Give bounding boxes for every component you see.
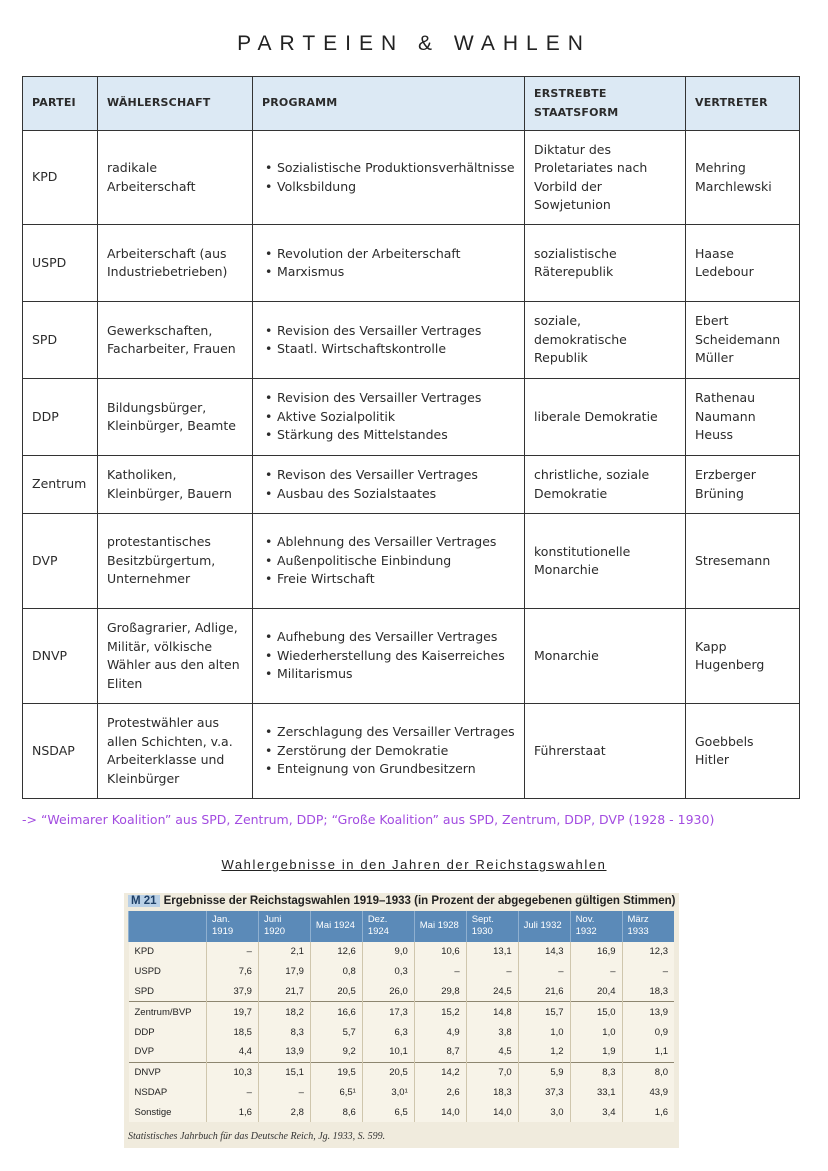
results-value: 15,2 bbox=[414, 1002, 466, 1022]
results-value: 1,1 bbox=[622, 1042, 674, 1062]
results-value: 2,8 bbox=[258, 1102, 310, 1122]
program-list bbox=[262, 389, 515, 445]
program-list bbox=[262, 466, 515, 503]
party-row bbox=[23, 456, 800, 514]
figure-tag: M 21 bbox=[128, 895, 160, 907]
representative-name: Heuss bbox=[695, 427, 734, 443]
program-item: • Volksbildung bbox=[277, 178, 515, 197]
results-row bbox=[129, 1002, 675, 1022]
figure-source: Statistisches Jahrbuch für das Deutsche Reich, Jg. 1933, S. 599. bbox=[128, 1131, 386, 1142]
party-state-form: konstitutionelle Monarchie bbox=[525, 514, 686, 609]
program-list bbox=[262, 723, 515, 779]
program-list bbox=[262, 322, 515, 359]
program-item: • Revision des Versailler Vertrages bbox=[277, 322, 515, 341]
results-party: DDP bbox=[129, 1022, 207, 1042]
results-value: 3,8 bbox=[466, 1022, 518, 1042]
results-value: – bbox=[414, 962, 466, 982]
results-value: 2,6 bbox=[414, 1083, 466, 1103]
results-value: 1,0 bbox=[570, 1022, 622, 1042]
results-value: 20,4 bbox=[570, 982, 622, 1002]
results-row bbox=[129, 1062, 675, 1082]
party-state-form: christliche, soziale Demokratie bbox=[525, 456, 686, 514]
program-item: • Zerstörung der Demokratie bbox=[277, 742, 515, 761]
program-item: • Marxismus bbox=[277, 263, 515, 282]
header-programm: PROGRAMM bbox=[253, 77, 525, 131]
party-name: NSDAP bbox=[23, 704, 98, 799]
party-row bbox=[23, 704, 800, 799]
party-row bbox=[23, 514, 800, 609]
party-representatives bbox=[686, 225, 800, 302]
party-voters: radikale Arbeiterschaft bbox=[98, 131, 253, 225]
results-value: 17,3 bbox=[362, 1002, 414, 1022]
program-list bbox=[262, 159, 515, 196]
results-value: 10,1 bbox=[362, 1042, 414, 1062]
results-value: 18,3 bbox=[622, 982, 674, 1002]
results-row bbox=[129, 1022, 675, 1042]
results-value: 6,5 bbox=[362, 1102, 414, 1122]
results-row bbox=[129, 962, 675, 982]
party-representatives bbox=[686, 609, 800, 704]
party-row bbox=[23, 379, 800, 456]
results-value: 14,0 bbox=[414, 1102, 466, 1122]
program-item: • Ablehnung des Versailler Vertrages bbox=[277, 533, 515, 552]
representative-name: Brüning bbox=[695, 485, 744, 501]
party-state-form: sozialistische Räterepublik bbox=[525, 225, 686, 302]
results-row bbox=[129, 942, 675, 962]
results-column-header: März 1933 bbox=[622, 911, 674, 942]
party-row bbox=[23, 131, 800, 225]
results-value: 3,0¹ bbox=[362, 1083, 414, 1103]
results-column-header: Dez. 1924 bbox=[362, 911, 414, 942]
party-representatives bbox=[686, 302, 800, 379]
party-name: USPD bbox=[23, 225, 98, 302]
results-column-header: Juni 1920 bbox=[258, 911, 310, 942]
results-subtitle: Wahlergebnisse in den Jahren der Reichstagswahlen bbox=[221, 857, 607, 872]
figure-heading-text: Ergebnisse der Reichstagswahlen 1919–1933 (in Prozent der abgegebenen gültigen Stimmen) bbox=[163, 895, 676, 907]
results-value: 12,3 bbox=[622, 942, 674, 962]
party-representatives bbox=[686, 456, 800, 514]
party-program bbox=[253, 609, 525, 704]
results-value: 0,9 bbox=[622, 1022, 674, 1042]
results-value: 8,3 bbox=[570, 1062, 622, 1082]
results-value: 8,6 bbox=[310, 1102, 362, 1122]
coalition-note: -> “Weimarer Koalition” aus SPD, Zentrum, DDP; “Große Koalition” aus SPD, Zentrum, DDP, DVP (1928 - 1930) bbox=[22, 812, 715, 827]
results-value: 16,6 bbox=[310, 1002, 362, 1022]
party-voters: Protestwähler aus allen Schichten, v.a. Arbeiterklasse und Kleinbürger bbox=[98, 704, 253, 799]
program-item: • Staatl. Wirtschaftskontrolle bbox=[277, 340, 515, 359]
results-row bbox=[129, 1102, 675, 1122]
results-value: 3,4 bbox=[570, 1102, 622, 1122]
program-list bbox=[262, 628, 515, 684]
election-results-figure bbox=[124, 893, 679, 1148]
program-item: • Militarismus bbox=[277, 665, 515, 684]
party-program bbox=[253, 456, 525, 514]
results-value: 29,8 bbox=[414, 982, 466, 1002]
representative-name: Rathenau bbox=[695, 390, 756, 406]
results-column-header: Mai 1924 bbox=[310, 911, 362, 942]
results-value: 8,0 bbox=[622, 1062, 674, 1082]
party-name: DVP bbox=[23, 514, 98, 609]
results-column-header: Jan. 1919 bbox=[207, 911, 259, 942]
representative-name: Kapp bbox=[695, 638, 727, 654]
party-representatives bbox=[686, 704, 800, 799]
results-corner-cell bbox=[129, 911, 207, 942]
results-value: 17,9 bbox=[258, 962, 310, 982]
representative-name: Hitler bbox=[695, 752, 730, 767]
party-state-form: Monarchie bbox=[525, 609, 686, 704]
party-name: DDP bbox=[23, 379, 98, 456]
header-vertreter: VERTRETER bbox=[686, 77, 800, 131]
results-value: 1,6 bbox=[622, 1102, 674, 1122]
results-value: 14,8 bbox=[466, 1002, 518, 1022]
party-program bbox=[253, 379, 525, 456]
results-value: – bbox=[518, 962, 570, 982]
results-value: 21,6 bbox=[518, 982, 570, 1002]
party-state-form: liberale Demokratie bbox=[525, 379, 686, 456]
results-table-body bbox=[129, 942, 675, 1123]
results-value: 6,3 bbox=[362, 1022, 414, 1042]
results-value: 18,3 bbox=[466, 1083, 518, 1103]
party-program bbox=[253, 302, 525, 379]
program-list bbox=[262, 533, 515, 589]
party-representatives bbox=[686, 131, 800, 225]
results-value: 12,6 bbox=[310, 942, 362, 962]
program-item: • Außenpolitische Einbindung bbox=[277, 552, 515, 571]
results-value: 10,3 bbox=[207, 1062, 259, 1082]
results-value: 37,9 bbox=[207, 982, 259, 1002]
party-name: Zentrum bbox=[23, 456, 98, 514]
results-value: 13,9 bbox=[622, 1002, 674, 1022]
results-value: 8,7 bbox=[414, 1042, 466, 1062]
header-partei: PARTEI bbox=[23, 77, 98, 131]
results-value: 20,5 bbox=[362, 1062, 414, 1082]
results-value: 21,7 bbox=[258, 982, 310, 1002]
results-header-row bbox=[129, 911, 675, 942]
representative-name: Mehring bbox=[695, 160, 746, 175]
representative-name: Hugenberg bbox=[695, 657, 765, 672]
party-voters: Großagrarier, Adlige, Militär, völkische Wähler aus den alten Eliten bbox=[98, 609, 253, 704]
results-value: 0,8 bbox=[310, 962, 362, 982]
results-value: 0,3 bbox=[362, 962, 414, 982]
results-value: 15,0 bbox=[570, 1002, 622, 1022]
program-item: • Freie Wirtschaft bbox=[277, 570, 515, 589]
parties-table-body bbox=[23, 131, 800, 799]
representative-name: Müller bbox=[695, 350, 734, 366]
party-program bbox=[253, 704, 525, 799]
party-representatives bbox=[686, 514, 800, 609]
results-value: 20,5 bbox=[310, 982, 362, 1002]
results-value: – bbox=[207, 942, 259, 962]
results-value: – bbox=[466, 962, 518, 982]
program-item: • Revision des Versailler Vertrages bbox=[277, 389, 515, 408]
results-value: – bbox=[207, 1083, 259, 1103]
program-item: • Aufhebung des Versailler Vertrages bbox=[277, 628, 515, 647]
results-party: SPD bbox=[129, 982, 207, 1002]
representative-name: Goebbels bbox=[695, 733, 754, 749]
results-value: 1,2 bbox=[518, 1042, 570, 1062]
results-value: 8,3 bbox=[258, 1022, 310, 1042]
results-party: KPD bbox=[129, 942, 207, 962]
program-item: • Aktive Sozialpolitik bbox=[277, 408, 515, 427]
results-value: 10,6 bbox=[414, 942, 466, 962]
results-value: 24,5 bbox=[466, 982, 518, 1002]
party-name: SPD bbox=[23, 302, 98, 379]
results-value: 1,6 bbox=[207, 1102, 259, 1122]
party-program bbox=[253, 131, 525, 225]
party-name: KPD bbox=[23, 131, 98, 225]
results-value: 19,7 bbox=[207, 1002, 259, 1022]
party-program bbox=[253, 225, 525, 302]
header-staatsform: ERSTREBTE STAATSFORM bbox=[525, 77, 686, 131]
results-value: 5,7 bbox=[310, 1022, 362, 1042]
representative-name: Erzberger bbox=[695, 467, 756, 482]
party-voters: Gewerkschaften, Facharbeiter, Frauen bbox=[98, 302, 253, 379]
header-waehlerschaft: WÄHLERSCHAFT bbox=[98, 77, 253, 131]
results-column-header: Mai 1928 bbox=[414, 911, 466, 942]
results-party: DNVP bbox=[129, 1062, 207, 1082]
results-value: 4,9 bbox=[414, 1022, 466, 1042]
results-value: 4,5 bbox=[466, 1042, 518, 1062]
program-item: • Revison des Versailler Vertrages bbox=[277, 466, 515, 485]
results-value: – bbox=[570, 962, 622, 982]
results-value: 3,0 bbox=[518, 1102, 570, 1122]
results-column-header: Juli 1932 bbox=[518, 911, 570, 942]
results-value: 18,2 bbox=[258, 1002, 310, 1022]
results-value: – bbox=[622, 962, 674, 982]
program-item: • Enteignung von Grundbesitzern bbox=[277, 760, 515, 779]
results-value: 33,1 bbox=[570, 1083, 622, 1103]
results-value: 13,9 bbox=[258, 1042, 310, 1062]
representative-name: Marchlewski bbox=[695, 178, 772, 194]
results-value: 19,5 bbox=[310, 1062, 362, 1082]
party-voters: Bildungsbürger, Kleinbürger, Beamte bbox=[98, 379, 253, 456]
party-voters: protestantisches Besitzbürgertum, Unternehmer bbox=[98, 514, 253, 609]
representative-name: Ledebour bbox=[695, 264, 754, 279]
program-list bbox=[262, 245, 515, 282]
results-value: 14,2 bbox=[414, 1062, 466, 1082]
results-row bbox=[129, 982, 675, 1002]
party-state-form: soziale, demokratische Republik bbox=[525, 302, 686, 379]
results-value: 15,7 bbox=[518, 1002, 570, 1022]
party-name: DNVP bbox=[23, 609, 98, 704]
results-value: 26,0 bbox=[362, 982, 414, 1002]
representative-name: Ebert bbox=[695, 313, 729, 329]
results-value: – bbox=[258, 1083, 310, 1103]
party-row bbox=[23, 302, 800, 379]
program-item: • Ausbau des Sozialstaates bbox=[277, 485, 515, 504]
parties-table-header bbox=[23, 77, 800, 131]
election-results-table bbox=[128, 911, 674, 1122]
party-state-form: Diktatur des Proletariates nach Vorbild der Sowjetunion bbox=[525, 131, 686, 225]
results-value: 43,9 bbox=[622, 1083, 674, 1103]
results-value: 37,3 bbox=[518, 1083, 570, 1103]
program-item: • Sozialistische Produktionsverhältnisse bbox=[277, 159, 515, 178]
results-value: 16,9 bbox=[570, 942, 622, 962]
representative-name: Stresemann bbox=[695, 552, 771, 568]
results-column-header: Sept. 1930 bbox=[466, 911, 518, 942]
parties-table bbox=[22, 76, 800, 799]
results-value: 13,1 bbox=[466, 942, 518, 962]
party-row bbox=[23, 609, 800, 704]
results-row bbox=[129, 1083, 675, 1103]
results-value: 14,3 bbox=[518, 942, 570, 962]
results-value: 9,2 bbox=[310, 1042, 362, 1062]
results-party: Zentrum/BVP bbox=[129, 1002, 207, 1022]
results-party: DVP bbox=[129, 1042, 207, 1062]
party-row bbox=[23, 225, 800, 302]
results-value: 15,1 bbox=[258, 1062, 310, 1082]
party-program bbox=[253, 514, 525, 609]
results-party: NSDAP bbox=[129, 1083, 207, 1103]
figure-heading bbox=[128, 895, 675, 907]
results-value: 7,6 bbox=[207, 962, 259, 982]
results-value: 18,5 bbox=[207, 1022, 259, 1042]
results-party: Sonstige bbox=[129, 1102, 207, 1122]
results-column-header: Nov. 1932 bbox=[570, 911, 622, 942]
party-voters: Arbeiterschaft (aus Industriebetrieben) bbox=[98, 225, 253, 302]
results-value: 5,9 bbox=[518, 1062, 570, 1082]
representative-name: Scheidemann bbox=[695, 331, 781, 347]
program-item: • Zerschlagung des Versailler Vertrages bbox=[277, 723, 515, 742]
results-party: USPD bbox=[129, 962, 207, 982]
representative-name: Haase bbox=[695, 245, 734, 261]
party-voters: Katholiken, Kleinbürger, Bauern bbox=[98, 456, 253, 514]
party-representatives bbox=[686, 379, 800, 456]
results-value: 2,1 bbox=[258, 942, 310, 962]
results-value: 14,0 bbox=[466, 1102, 518, 1122]
program-item: • Stärkung des Mittelstandes bbox=[277, 426, 515, 445]
results-value: 9,0 bbox=[362, 942, 414, 962]
party-state-form: Führerstaat bbox=[525, 704, 686, 799]
representative-name: Naumann bbox=[695, 408, 756, 424]
page-title: PARTEIEN & WAHLEN bbox=[237, 32, 591, 55]
results-value: 1,9 bbox=[570, 1042, 622, 1062]
results-row bbox=[129, 1042, 675, 1062]
results-value: 1,0 bbox=[518, 1022, 570, 1042]
results-value: 6,5¹ bbox=[310, 1083, 362, 1103]
program-item: • Wiederherstellung des Kaiserreiches bbox=[277, 647, 515, 666]
results-value: 7,0 bbox=[466, 1062, 518, 1082]
results-value: 4,4 bbox=[207, 1042, 259, 1062]
program-item: • Revolution der Arbeiterschaft bbox=[277, 245, 515, 264]
